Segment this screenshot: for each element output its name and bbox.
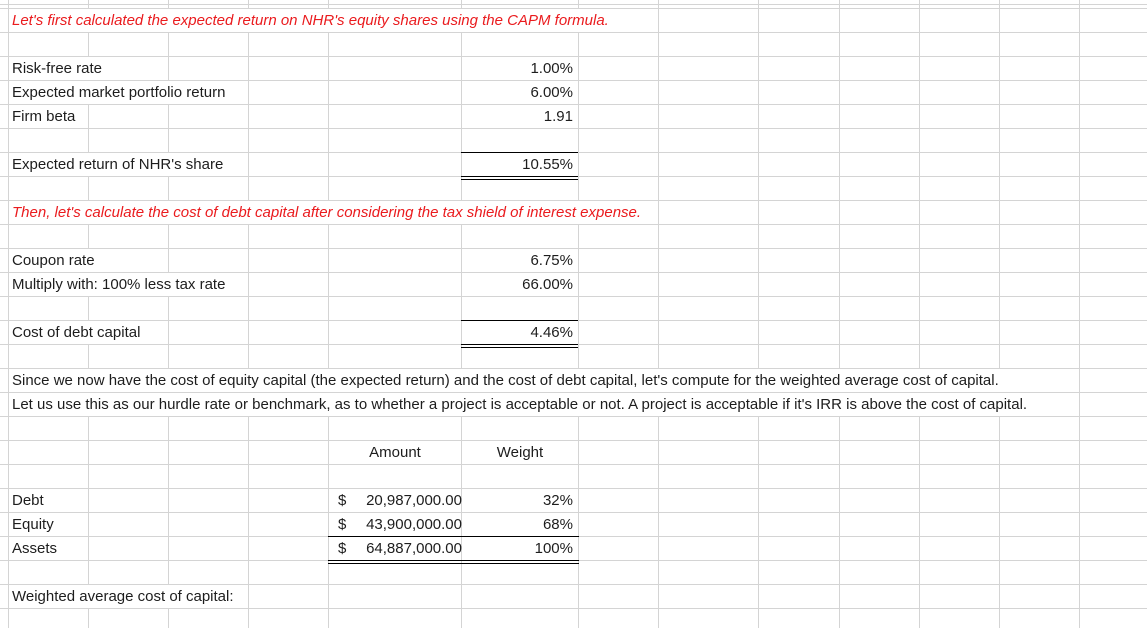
cell-firm-beta-label[interactable]: Firm beta <box>9 105 80 128</box>
cell-assets-weight[interactable]: 100% <box>534 540 573 557</box>
cell-risk-free-rate-label[interactable]: Risk-free rate <box>9 57 107 80</box>
cell-equity-weight[interactable]: 68% <box>542 516 573 533</box>
currency-symbol: $ <box>338 540 347 557</box>
column-gridline <box>658 0 659 628</box>
cell-debt-amount[interactable] <box>329 489 462 512</box>
cell-wacc-footer-label[interactable]: Weighted average cost of capital: <box>9 585 239 608</box>
currency-symbol: $ <box>338 516 347 533</box>
cell-tax-multiplier-value[interactable]: 66.00% <box>522 276 573 293</box>
debt-amount-text: 20,987,000.00 <box>366 492 462 509</box>
cell-debt-weight[interactable]: 32% <box>542 492 573 509</box>
note-debt-instruction[interactable]: Then, let's calculate the cost of debt capital after considering the tax shield of interest expense. <box>9 201 647 224</box>
assets-amount-text: 64,887,000.00 <box>366 540 462 557</box>
cell-market-return-value[interactable]: 6.00% <box>530 84 573 101</box>
column-header-weight[interactable]: Weight <box>496 444 544 461</box>
column-gridline <box>248 0 249 628</box>
cost-of-debt-value-text: 4.46% <box>530 324 573 341</box>
paragraph-hurdle-rate[interactable]: Let us use this as our hurdle rate or benchmark, as to whether a project is acceptable or not. A project is acceptable if it's IRR is above the cost of capital. <box>9 393 1032 416</box>
currency-symbol: $ <box>338 492 347 509</box>
column-gridline <box>1079 0 1080 628</box>
column-gridline <box>758 0 759 628</box>
column-gridline <box>839 0 840 628</box>
column-gridline <box>919 0 920 628</box>
paragraph-wacc-intro[interactable]: Since we now have the cost of equity capital (the expected return) and the cost of debt capital, let's compute for the weighted average cost of capital. <box>9 369 1004 392</box>
cell-assets-label[interactable]: Assets <box>9 537 62 560</box>
cell-firm-beta-value[interactable]: 1.91 <box>543 108 573 125</box>
column-gridline <box>578 0 579 628</box>
cell-coupon-rate-label[interactable]: Coupon rate <box>9 249 100 272</box>
cell-expected-return-label[interactable]: Expected return of NHR's share <box>9 153 228 176</box>
cell-cost-of-debt-label[interactable]: Cost of debt capital <box>9 321 145 344</box>
equity-amount-text: 43,900,000.00 <box>366 516 462 533</box>
cell-tax-multiplier-label[interactable]: Multiply with: 100% less tax rate <box>9 273 230 296</box>
expected-return-value-text: 10.55% <box>522 156 573 173</box>
cell-assets-amount[interactable] <box>329 537 462 560</box>
cell-risk-free-rate-value[interactable]: 1.00% <box>530 60 573 77</box>
cell-coupon-rate-value[interactable]: 6.75% <box>530 252 573 269</box>
cell-equity-amount[interactable] <box>329 513 462 536</box>
cell-equity-label[interactable]: Equity <box>9 513 59 536</box>
note-capm-instruction[interactable]: Let's first calculated the expected return on NHR's equity shares using the CAPM formula. <box>9 9 615 32</box>
cell-market-return-label[interactable]: Expected market portfolio return <box>9 81 230 104</box>
cell-debt-label[interactable]: Debt <box>9 489 49 512</box>
column-gridline <box>999 0 1000 628</box>
cell-cost-of-debt-value[interactable] <box>461 320 578 348</box>
cell-expected-return-value[interactable] <box>461 152 578 180</box>
column-header-amount[interactable]: Amount <box>369 444 421 461</box>
